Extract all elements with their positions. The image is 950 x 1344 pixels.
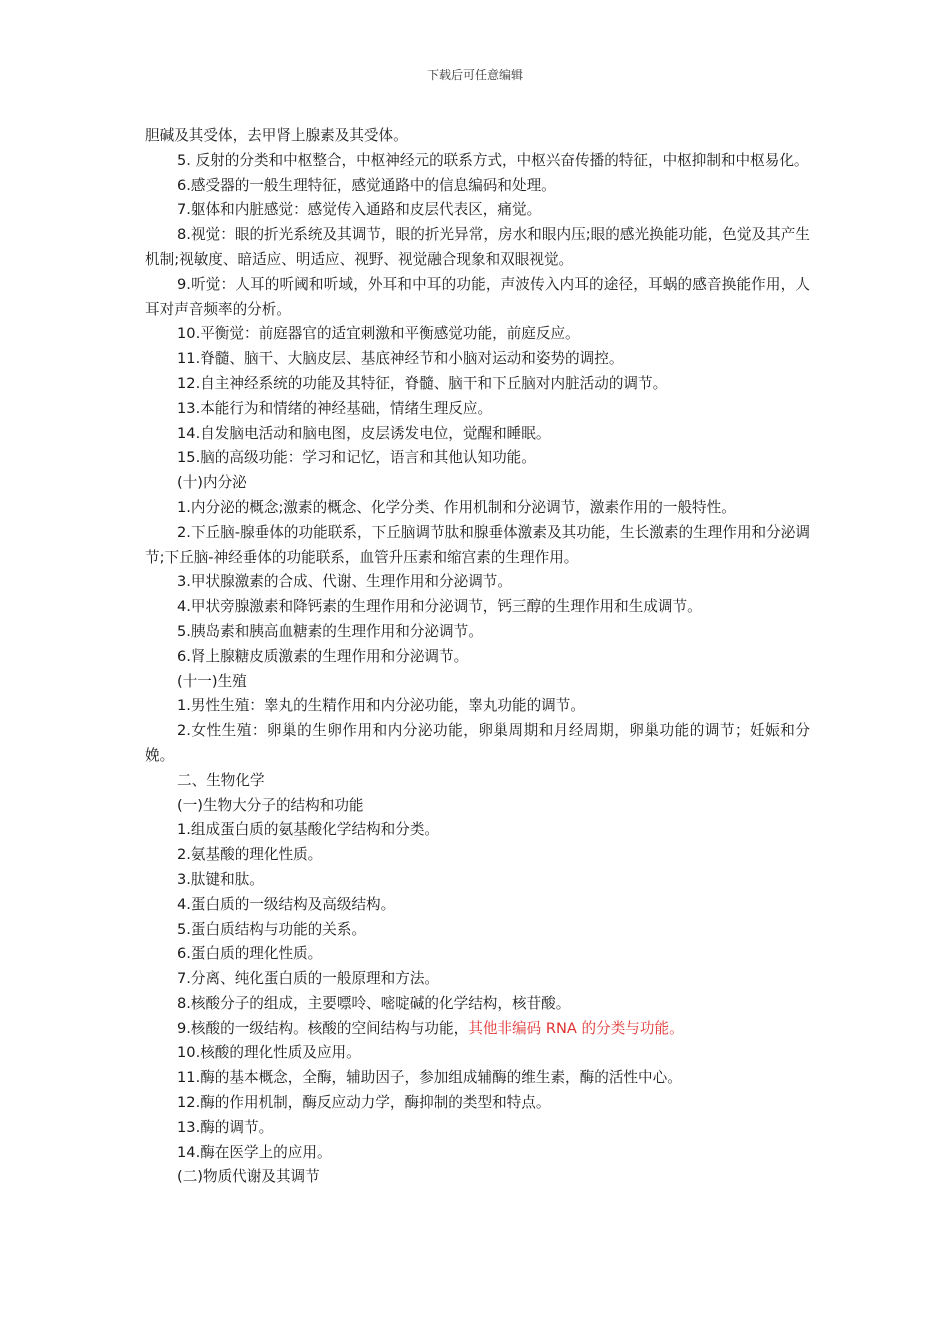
paragraph-text: 5.蛋白质结构与功能的关系。 [177,920,367,938]
paragraph [145,446,810,471]
paragraph-text: 14.酶在医学上的应用。 [177,1143,332,1161]
paragraph [145,1091,810,1116]
paragraph-text: 5. 反射的分类和中枢整合，中枢神经元的联系方式，中枢兴奋传播的特征，中枢抑制和中枢易化。 [177,151,809,169]
paragraph [145,769,810,794]
paragraph-text: (二)物质代谢及其调节 [177,1168,320,1186]
paragraph [145,1066,810,1091]
paragraph-text: 8.核酸分子的组成，主要嘌呤、嘧啶碱的化学结构，核苷酸。 [177,994,571,1012]
paragraph [145,645,810,670]
paragraph-text: (十)内分泌 [177,474,247,492]
paragraph [145,570,810,595]
paragraph [145,496,810,521]
paragraph-text: 10.核酸的理化性质及应用。 [177,1044,361,1062]
paragraph-text: 6.感受器的一般生理特征，感觉通路中的信息编码和处理。 [177,176,556,194]
paragraph [145,843,810,868]
paragraph [145,694,810,719]
paragraph-text: 12.酶的作用机制，酶反应动力学，酶抑制的类型和特点。 [177,1094,551,1112]
paragraph [145,967,810,992]
paragraph-text: 7.躯体和内脏感觉：感觉传入通路和皮层代表区，痛觉。 [177,201,542,219]
paragraph-text: 8.视觉：眼的折光系统及其调节，眼的折光异常，房水和眼内压;眼的感光换能功能，色觉及其产生机制;视敏度、暗适应、明适应、视野、视觉融合现象和双眼视觉。 [145,226,810,268]
paragraph-text: 2.氨基酸的理化性质。 [177,846,323,864]
page-header: 下载后可任意编辑 [426,68,523,82]
paragraph [145,942,810,967]
paragraph-text: 二、生物化学 [177,771,265,789]
paragraph-text: 11.脊髓、脑干、大脑皮层、基底神经节和小脑对运动和姿势的调控。 [177,350,624,368]
paragraph [145,595,810,620]
paragraph [145,1141,810,1166]
paragraph [145,322,810,347]
paragraph-text: 15.脑的高级功能：学习和记忆，语言和其他认知功能。 [177,449,536,467]
paragraph [145,868,810,893]
paragraph [145,670,810,695]
paragraph-text: 2.下丘脑-腺垂体的功能联系，下丘脑调节肽和腺垂体激素及其功能，生长激素的生理作用和分泌调节;下丘脑-神经垂体的功能联系，血管升压素和缩宫素的生理作用。 [145,523,810,566]
paragraph-text: 1.内分泌的概念;激素的概念、化学分类、作用机制和分泌调节，激素作用的一般特性。 [177,498,736,516]
paragraph-text: 10.平衡觉：前庭器官的适宜刺激和平衡感觉功能，前庭反应。 [177,325,580,343]
paragraph [145,471,810,496]
paragraph [145,521,810,571]
paragraph-text: 4.甲状旁腺激素和降钙素的生理作用和分泌调节，钙三醇的生理作用和生成调节。 [177,598,702,616]
paragraph-text: 2.女性生殖：卵巢的生卵作用和内分泌功能，卵巢周期和月经周期，卵巢功能的调节；妊娠和分娩。 [145,722,810,764]
paragraph-text: 6.蛋白质的理化性质。 [177,945,323,963]
paragraph-text: 1.男性生殖：睾丸的生精作用和内分泌功能，睾丸功能的调节。 [177,697,585,715]
paragraph [145,273,810,323]
paragraph-text: 12.自主神经系统的功能及其特征，脊髓、脑干和下丘脑对内脏活动的调节。 [177,374,668,392]
paragraph [145,223,810,273]
paragraph [145,149,810,174]
paragraph [145,893,810,918]
paragraph [145,347,810,372]
paragraph [145,372,810,397]
paragraph [145,422,810,447]
paragraph-text: (十一)生殖 [177,672,247,690]
paragraph-text: 3.肽键和肽。 [177,870,264,888]
paragraph [145,1017,810,1042]
paragraph [145,174,810,199]
paragraph-text: (一)生物大分子的结构和功能 [177,796,364,814]
paragraph [145,918,810,943]
paragraph-text: 7.分离、纯化蛋白质的一般原理和方法。 [177,970,440,988]
paragraph-text: 1.组成蛋白质的氨基酸化学结构和分类。 [177,821,440,839]
paragraph-text: 5.胰岛素和胰高血糖素的生理作用和分泌调节。 [177,622,483,640]
paragraph [145,719,810,769]
highlighted-text: 其他非编码 RNA 的分类与功能。 [468,1019,684,1037]
paragraph [145,818,810,843]
paragraph-text: 14.自发脑电活动和脑电图，皮层诱发电位，觉醒和睡眠。 [177,424,551,442]
paragraph [145,992,810,1017]
paragraph-text: 9.核酸的一级结构。核酸的空间结构与功能， [177,1019,469,1037]
paragraph [145,620,810,645]
paragraph-text: 11.酶的基本概念，全酶，辅助因子，参加组成辅酶的维生素，酶的活性中心。 [177,1069,682,1087]
paragraph [145,397,810,422]
paragraph [145,198,810,223]
paragraph [145,1041,810,1066]
paragraph [145,1116,810,1141]
paragraph [145,794,810,819]
paragraph-text: 13.酶的调节。 [177,1118,274,1136]
paragraph-text: 胆碱及其受体，去甲肾上腺素及其受体。 [145,127,408,144]
paragraph [145,124,810,149]
paragraph-text: 4.蛋白质的一级结构及高级结构。 [177,895,396,913]
document-body [145,124,810,1190]
paragraph-text: 13.本能行为和情绪的神经基础，情绪生理反应。 [177,399,493,417]
paragraph [145,1165,810,1190]
paragraph-text: 6.肾上腺糖皮质激素的生理作用和分泌调节。 [177,647,469,665]
paragraph-text: 9.听觉：人耳的听阈和听域，外耳和中耳的功能，声波传入内耳的途径，耳蜗的感音换能作用，人耳对声音频率的分析。 [145,275,810,318]
paragraph-text: 3.甲状腺激素的合成、代谢、生理作用和分泌调节。 [177,573,512,591]
